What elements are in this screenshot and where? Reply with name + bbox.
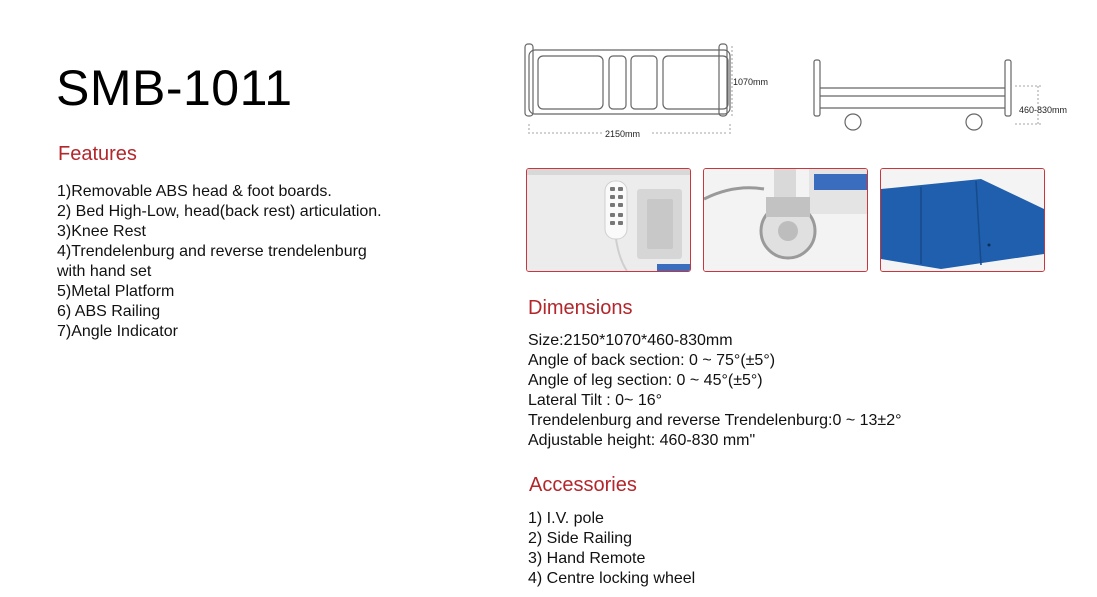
list-item: 2) Side Railing <box>528 530 633 547</box>
height-label: 1070mm <box>733 77 769 87</box>
height-range-label: 460-830mm <box>1019 105 1068 115</box>
bed-side-view <box>814 60 1011 130</box>
list-item: Angle of back section: 0 ~ 75°(±5°) <box>528 352 776 369</box>
list-item: 3) Hand Remote <box>528 550 646 567</box>
list-item: 6) ABS Railing <box>57 303 161 320</box>
list-item: 4) Centre locking wheel <box>528 570 696 587</box>
dimensions-list <box>528 331 902 451</box>
list-item: Adjustable height: 460-830 mm" <box>528 432 756 449</box>
length-label: 2150mm <box>605 129 641 139</box>
list-item: 4)Trendelenburg and reverse trendelenburg <box>57 243 367 260</box>
hand-remote-photo <box>526 168 691 272</box>
list-item: 1) I.V. pole <box>528 510 604 527</box>
list-item: 1)Removable ABS head & foot boards. <box>57 183 332 200</box>
product-title: SMB-1011 <box>56 60 293 116</box>
features-heading: Features <box>58 143 137 165</box>
list-item: 3)Knee Rest <box>57 223 146 240</box>
dimensions-heading: Dimensions <box>528 297 633 319</box>
accessories-heading: Accessories <box>529 474 637 496</box>
mattress-photo <box>880 168 1045 272</box>
accessories-list <box>528 509 695 589</box>
caster-wheel-photo <box>703 168 868 272</box>
list-item: Lateral Tilt : 0~ 16° <box>528 392 663 409</box>
list-item: Angle of leg section: 0 ~ 45°(±5°) <box>528 372 763 389</box>
list-item: Size:2150*1070*460-830mm <box>528 332 733 349</box>
list-item: 7)Angle Indicator <box>57 323 178 340</box>
list-item: with hand set <box>57 263 152 280</box>
list-item: 5)Metal Platform <box>57 283 175 300</box>
headboard-front-view <box>525 44 730 116</box>
features-list <box>57 182 477 342</box>
list-item: 2) Bed High-Low, head(back rest) articulation. <box>57 203 382 220</box>
list-item: Trendelenburg and reverse Trendelenburg:0 ~ 13±2° <box>528 412 902 429</box>
